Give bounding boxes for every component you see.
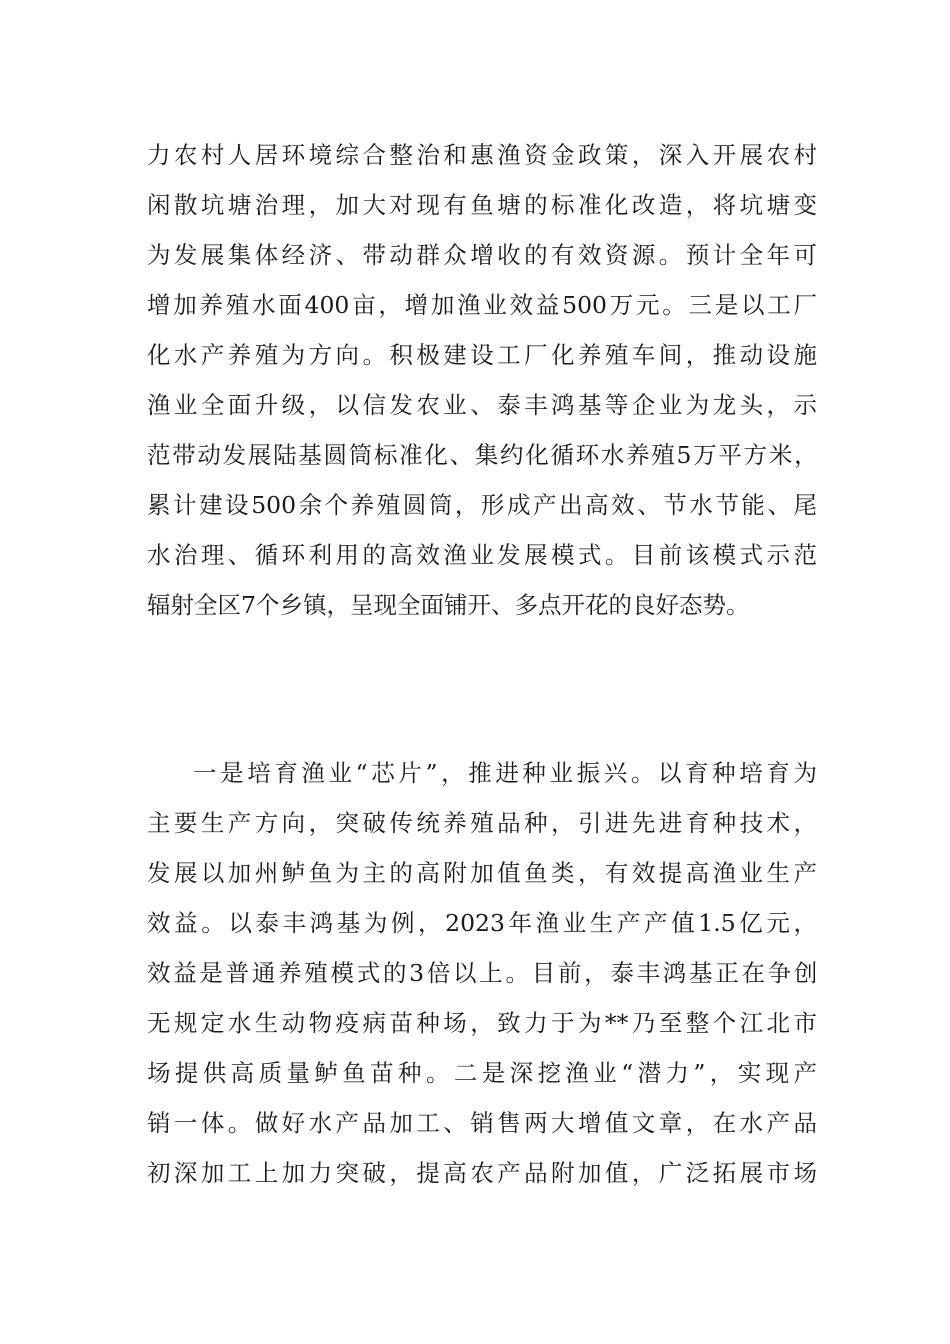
text-line: 水治理、循环利用的高效渔业发展模式。目前该模式示范	[147, 541, 817, 569]
text-line: 闲散坑塘治理，加大对现有鱼塘的标准化改造，将坑塘变	[147, 191, 817, 219]
text-line: 初深加工上加力突破，提高农产品附加值，广泛拓展市场	[147, 1159, 817, 1187]
text-line: 为发展集体经济、带动群众增收的有效资源。预计全年可	[147, 241, 817, 269]
text-line: 辐射全区7个乡镇，呈现全面铺开、多点开花的良好态势。	[147, 591, 750, 619]
text-line: 效益是普通养殖模式的3倍以上。目前，泰丰鸿基正在争创	[147, 959, 817, 987]
heading-line	[193, 643, 817, 683]
text-line: 范带动发展陆基圆筒标准化、集约化循环水养殖5万平方米，	[147, 441, 817, 469]
text-line: 增加养殖水面400亩，增加渔业效益500万元。三是以工厂	[147, 291, 817, 319]
text-line: 渔业全面升级，以信发农业、泰丰鸿基等企业为龙头，示	[147, 391, 817, 419]
text-line: 主要生产方向，突破传统养殖品种，引进先进育种技术，	[147, 809, 817, 837]
text-line: 销一体。做好水产品加工、销售两大增值文章，在水产品	[147, 1109, 817, 1137]
text-line: 效益。以泰丰鸿基为例，2023年渔业生产产值1.5亿元，	[147, 909, 817, 937]
heading-line	[147, 693, 817, 733]
text-line: 场提供高质量鲈鱼苗种。二是深挖渔业“潜力”，实现产	[147, 1059, 817, 1087]
text-line: 力农村人居环境综合整治和惠渔资金政策，深入开展农村	[147, 141, 817, 169]
text-line: 发展以加州鲈鱼为主的高附加值鱼类，有效提高渔业生产	[147, 859, 817, 887]
text-line: 一是培育渔业“芯片”，推进种业振兴。以育种培育为	[193, 759, 817, 787]
text-line: 累计建设500余个养殖圆筒，形成产出高效、节水节能、尾	[147, 491, 817, 519]
text-line: 无规定水生动物疫病苗种场，致力于为**乃至整个江北市	[147, 1009, 817, 1037]
text-line: 化水产养殖为方向。积极建设工厂化养殖车间，推动设施	[147, 341, 817, 369]
